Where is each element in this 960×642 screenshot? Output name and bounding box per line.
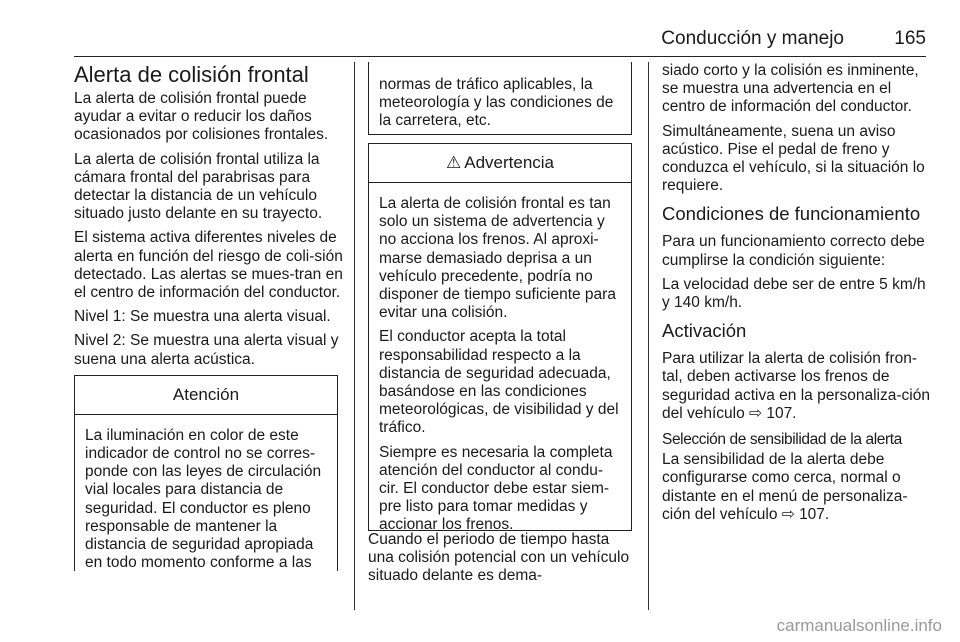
activation-heading: Activación xyxy=(662,320,747,342)
warning-header xyxy=(369,144,631,183)
conditions-paragraph-2: La velocidad debe ser de entre 5 km/h y 140 km/h. xyxy=(662,275,926,312)
levels-paragraph: El sistema activa diferentes niveles de alerta en función del riesgo de coli-sión detectado. Las alertas se mues-tran en el centro de información del conductor. xyxy=(74,229,343,302)
column-2 xyxy=(368,62,636,592)
watermark: carmanualsonline.info xyxy=(776,616,942,635)
collision-time-paragraph: Cuando el periodo de tiempo hasta una colisión potencial con un vehículo situado delante es dema- xyxy=(368,531,630,585)
warning-paragraph-1: La alerta de colisión frontal es tan solo un sistema de advertencia y no acciona los frenos. Al aproxi-marse demasiado deprisa a un vehículo precedente, podría no disponer de tiempo suficiente para evitar una colisión. xyxy=(379,195,616,322)
attention-box-continued xyxy=(368,62,632,135)
camera-paragraph: La alerta de colisión frontal utiliza la cámara frontal del parabrisas para detectar la distancia de un vehículo situado justo delante en su trayecto. xyxy=(74,150,323,223)
warning-paragraph-3: Siempre es necesaria la completa atención del conductor al condu-cir. El conductor debe estar siem-pre listo para tomar medidas y accionar los frenos. xyxy=(379,443,613,534)
page-number: 165 xyxy=(894,28,926,49)
column-divider-right xyxy=(648,62,649,610)
attention-heading: Atención xyxy=(75,376,337,415)
acoustic-paragraph: Simultáneamente, suena un aviso acústico. Pise el pedal de freno y conduzca el vehículo, si la situación lo requiere. xyxy=(662,122,925,195)
column-1 xyxy=(74,62,344,571)
sensitivity-heading: Selección de sensibilidad de la alerta xyxy=(662,431,902,449)
level-1-paragraph: Nivel 1: Se muestra una alerta visual. xyxy=(74,308,331,326)
conditions-paragraph-1: Para un funcionamiento correcto debe cumplirse la condición siguiente: xyxy=(662,233,925,269)
warning-shown-paragraph: siado corto y la colisión es inminente, se muestra una advertencia en el centro de información del conductor. xyxy=(662,62,919,116)
section-title: Conducción y manejo xyxy=(661,28,844,49)
conditions-heading: Condiciones de funcionamiento xyxy=(662,203,921,225)
attention-text: La iluminación en color de este indicador de control no se corres-ponde con las leyes de circulación vial locales para distancia de seguridad. El conductor es pleno responsable de mantener la distancia de seguridad apropiada en todo momento conforme a las xyxy=(85,426,322,572)
warning-triangle-icon: ⚠ xyxy=(445,153,462,172)
sensitivity-paragraph: La sensibilidad de la alerta debe configurarse como cerca, normal o distante en el menú de personaliza-ción del vehículo ⇨ 107. xyxy=(662,451,908,523)
attention-box xyxy=(74,375,338,571)
column-divider-left xyxy=(354,62,355,610)
warning-box xyxy=(368,143,632,534)
attention-continued-text: normas de tráfico aplicables, la meteorología y las condiciones de la carretera, etc. xyxy=(379,76,614,130)
intro-paragraph: La alerta de colisión frontal puede ayudar a evitar o reducir los daños ocasionados por colisiones frontales. xyxy=(74,90,329,144)
article-title: Alerta de colisión frontal xyxy=(74,62,309,87)
warning-heading: Advertencia xyxy=(464,153,555,172)
level-2-paragraph: Nivel 2: Se muestra una alerta visual y suena una alerta acústica. xyxy=(74,332,339,368)
activation-paragraph: Para utilizar la alerta de colisión fron-tal, deben activarse los frenos de seguridad activa en la personaliza-ción del vehículo ⇨ 107. xyxy=(662,350,930,422)
page-header xyxy=(74,26,926,57)
warning-paragraph-2: El conductor acepta la total responsabilidad respecto a la distancia de seguridad adecuada, basándose en las condiciones meteorológicas, de visibilidad y del tráfico. xyxy=(379,328,619,437)
column-3 xyxy=(662,62,930,530)
